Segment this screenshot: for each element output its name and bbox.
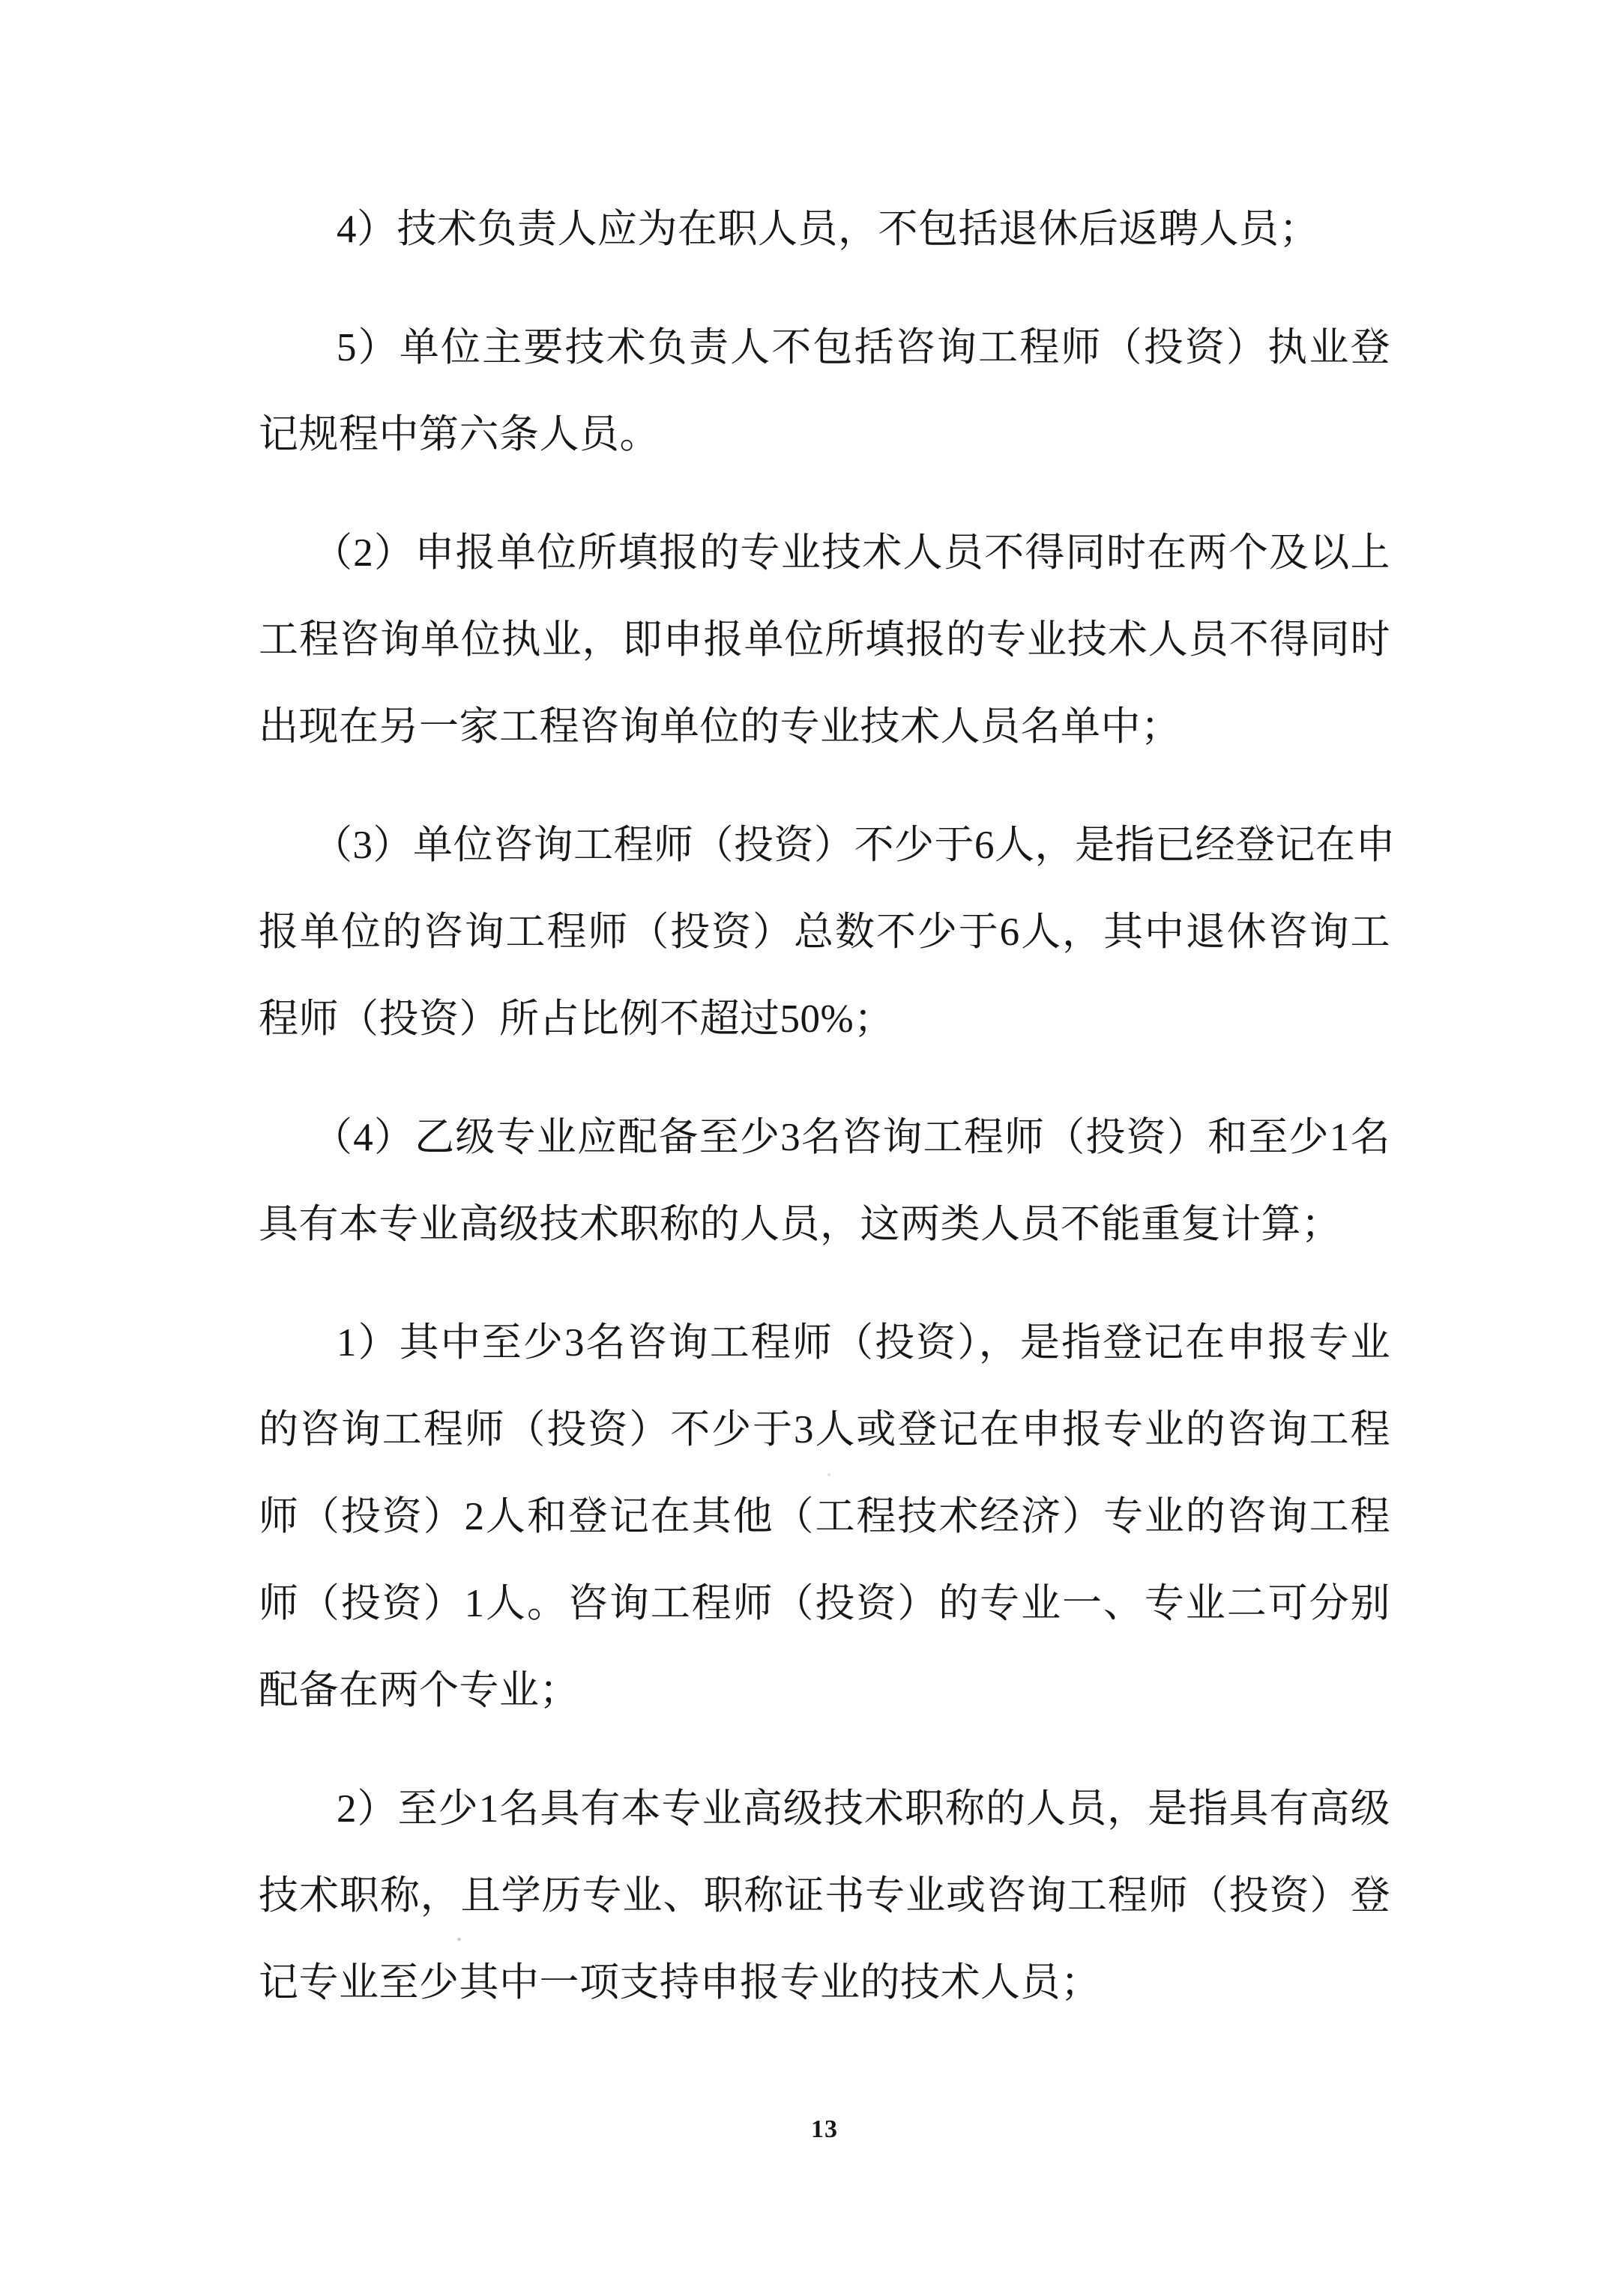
page-footer (259, 2115, 1390, 2145)
text-line: 程师（投资）所占比例不超过50%； (259, 997, 894, 1041)
text-line: 配备在两个专业； (259, 1669, 579, 1712)
text-line: 5）单位主要技术负责人不包括咨询工程师（投资）执业登 (337, 326, 1390, 369)
text-line: 出现在另一家工程咨询单位的专业技术人员名单中； (259, 705, 1181, 749)
paragraph (259, 1299, 1390, 1734)
text-line: 师（投资）1人。咨询工程师（投资）的专业一、专业二可分别 (259, 1582, 1390, 1625)
scan-speck (457, 1938, 461, 1941)
text-line: 技术职称，且学历专业、职称证书专业或咨询工程师（投资）登 (259, 1874, 1390, 1918)
text-line: 工程咨询单位执业，即申报单位所填报的专业技术人员不得同时 (259, 618, 1390, 662)
text-line: 具有本专业高级技术职称的人员，这两类人员不能重复计算； (259, 1203, 1342, 1246)
paragraph (259, 304, 1390, 478)
scan-speck (827, 1473, 830, 1476)
document-body (259, 186, 1396, 2058)
text-line: 4）技术负责人应为在职人员，不包括退休后返聘人员； (337, 208, 1319, 251)
text-line: （3）单位咨询工程师（投资）不少于6人，是指已经登记在申 (313, 824, 1396, 867)
paragraph (259, 1765, 1390, 2026)
text-line: （4）乙级专业应配备至少3名咨询工程师（投资）和至少1名 (313, 1116, 1390, 1159)
text-line: 师（投资）2人和登记在其他（工程技术经济）专业的咨询工程 (259, 1495, 1390, 1538)
paragraph (259, 802, 1396, 1063)
page-number: 13 (811, 2115, 838, 2143)
paragraph (259, 186, 1390, 273)
text-line: 记规程中第六条人员。 (259, 413, 660, 456)
text-line: （2）申报单位所填报的专业技术人员不得同时在两个及以上 (313, 531, 1390, 575)
paragraph (259, 510, 1390, 770)
text-line: 2）至少1名具有本专业高级技术职称的人员，是指具有高级 (337, 1787, 1390, 1831)
text-line: 1）其中至少3名咨询工程师（投资），是指登记在申报专业 (337, 1321, 1390, 1365)
text-line: 报单位的咨询工程师（投资）总数不少于6人，其中退休咨询工 (259, 910, 1390, 954)
paragraph (259, 1094, 1390, 1268)
text-line: 的咨询工程师（投资）不少于3人或登记在申报专业的咨询工程 (259, 1408, 1390, 1451)
text-line: 记专业至少其中一项支持申报专业的技术人员； (259, 1961, 1101, 2005)
